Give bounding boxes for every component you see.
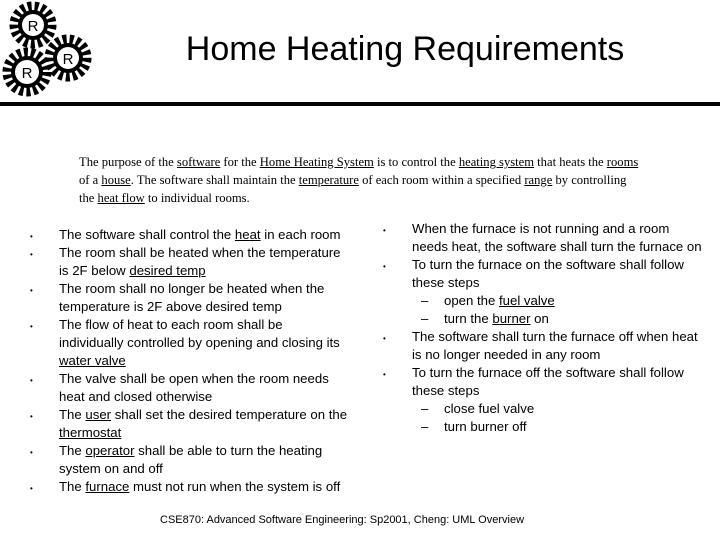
sub-list-item: – close fuel valve [421, 401, 535, 416]
term-software: software [176, 155, 221, 169]
intro-paragraph: The purpose of the software for the Home Heating System is to control the heating system that heats the rooms of a house. The software shall maintain the temperature of each room within a specified range by controlling the heat flow to individual rooms. [79, 155, 639, 205]
list-item: • The flow of heat to each room shall be individually controlled by opening and closing its water valve [30, 316, 350, 370]
list-item: • The valve shall be open when the room needs heat and closed otherwise [30, 370, 350, 406]
term-temperature: temperature [298, 173, 359, 187]
list-item: • When the furnace is not running and a room needs heat, the software shall turn the furnace on [383, 220, 703, 256]
list-item: • To turn the furnace off the software shall follow these steps [383, 364, 703, 400]
list-item: • The user shall set the desired temperature on the thermostat [30, 406, 350, 442]
term-heating-system: heating system [458, 155, 535, 169]
list-item: • The room shall be heated when the temperature is 2F below desired temp [30, 244, 350, 280]
dash-icon: – [421, 419, 429, 434]
requirements-list-right [383, 220, 703, 436]
term-house: house [101, 173, 131, 187]
list-item: • The room shall no longer be heated when the temperature is 2F above desired temp [30, 280, 350, 316]
list-item: • The software shall turn the furnace off when heat is no longer needed in any room [383, 328, 703, 364]
dash-icon: – [421, 311, 429, 326]
dash-icon: – [421, 401, 429, 416]
term-range: range [524, 173, 553, 187]
sub-list-item: – turn the burner on [421, 311, 549, 326]
gear-logo-icon [0, 0, 100, 100]
list-item: • The furnace must not run when the system is off [30, 478, 350, 496]
logo-letter-right: R [62, 51, 74, 68]
term-rooms: rooms [606, 155, 639, 169]
gear-right-icon [49, 39, 87, 77]
page-title: Home Heating Requirements [185, 30, 625, 68]
logo-letter-left: R [21, 65, 33, 82]
gear-top-icon [14, 6, 52, 44]
list-item: • The software shall control the heat in each room [30, 226, 350, 244]
dash-icon: – [421, 293, 429, 308]
term-home-heating-system: Home Heating System [259, 155, 374, 169]
sub-list-item: – open the fuel valve [421, 293, 555, 308]
slide-footer: CSE870: Advanced Software Engineering: Sp2001, Cheng: UML Overview [160, 514, 525, 526]
logo-letter-top: R [27, 18, 39, 35]
gear-left-icon [7, 52, 47, 92]
requirements-list-left [30, 226, 350, 496]
list-item: • The operator shall be able to turn the heating system on and off [30, 442, 350, 478]
term-heat-flow: heat flow [97, 191, 145, 205]
sub-list-item: – turn burner off [421, 419, 527, 434]
title-divider [0, 102, 720, 106]
list-item: • To turn the furnace on the software shall follow these steps [383, 256, 703, 292]
